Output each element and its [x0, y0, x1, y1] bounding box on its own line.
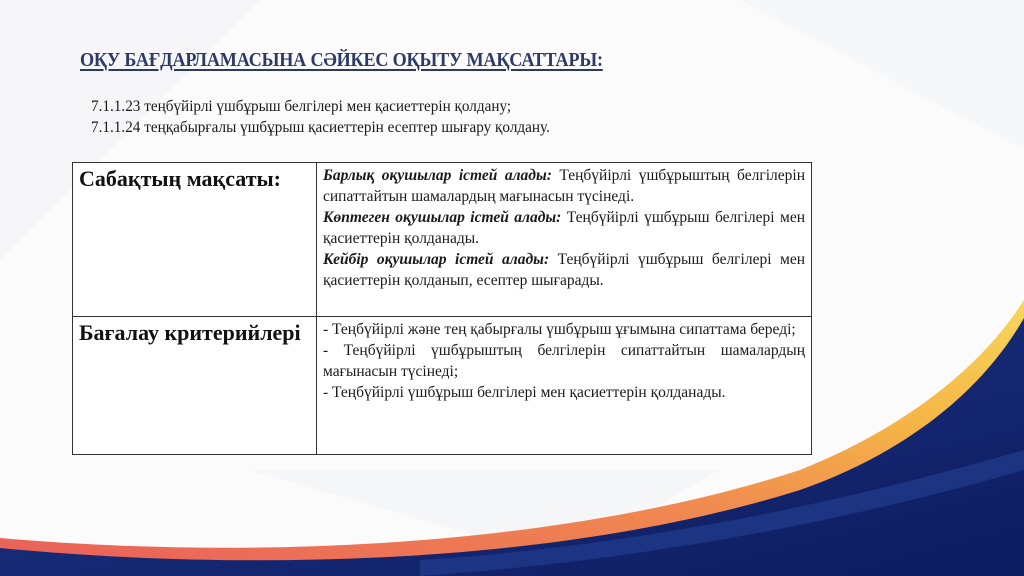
- goal-lead-label: Кейбір оқушылар істей алады:: [323, 251, 550, 268]
- criterion-item: - Теңбүйірлі үшбұрыштың белгілерін сипаттайтын шамалардың мағынасын түсінеді;: [323, 342, 805, 380]
- objective-item: 7.1.1.24 теңқабырғалы үшбұрыш қасиеттерін есептер шығару қолдану.: [91, 119, 550, 136]
- goal-text: Теңбүйірлі үшбұрыштың белгілерін сипаттайтын шамалардың мағынасын түсінеді.: [323, 167, 805, 205]
- lesson-goals-content: [317, 163, 812, 317]
- goal-lead-label: Көптеген оқушылар істей алады:: [323, 209, 562, 226]
- goal-all-students: [323, 165, 805, 207]
- goal-some-students: [323, 249, 805, 291]
- slide-title: ОҚУ БАҒДАРЛАМАСЫНА СӘЙКЕС ОҚЫТУ МАҚСАТТАРЫ:: [80, 50, 603, 71]
- assessment-criteria-content: [317, 317, 812, 455]
- table-row-lesson-goals: [73, 163, 812, 317]
- goal-text: Теңбүйірлі үшбұрыш белгілері мен қасиеттерін қолданып, есептер шығарады.: [323, 251, 805, 289]
- criterion-item: - Теңбүйірлі және тең қабырғалы үшбұрыш ұғымына сипаттама береді;: [323, 321, 796, 338]
- row-header-lesson-goals: Сабақтың мақсаты:: [73, 163, 317, 317]
- learning-objectives-list: [91, 96, 550, 138]
- criterion-item: - Теңбүйірлі үшбұрыш белгілері мен қасиеттерін қолданады.: [323, 384, 726, 401]
- table-row-assessment-criteria: [73, 317, 812, 455]
- goal-many-students: [323, 207, 805, 249]
- goal-lead-label: Барлық оқушылар істей алады:: [323, 167, 552, 184]
- objective-item: 7.1.1.23 теңбүйірлі үшбұрыш белгілері мен қасиеттерін қолдану;: [91, 98, 512, 115]
- row-header-assessment-criteria: Бағалау критерийлері: [73, 317, 317, 455]
- lesson-goals-table: [72, 162, 812, 455]
- goal-text: Теңбүйірлі үшбұрыш белгілері мен қасиеттерін қолданады.: [323, 209, 805, 247]
